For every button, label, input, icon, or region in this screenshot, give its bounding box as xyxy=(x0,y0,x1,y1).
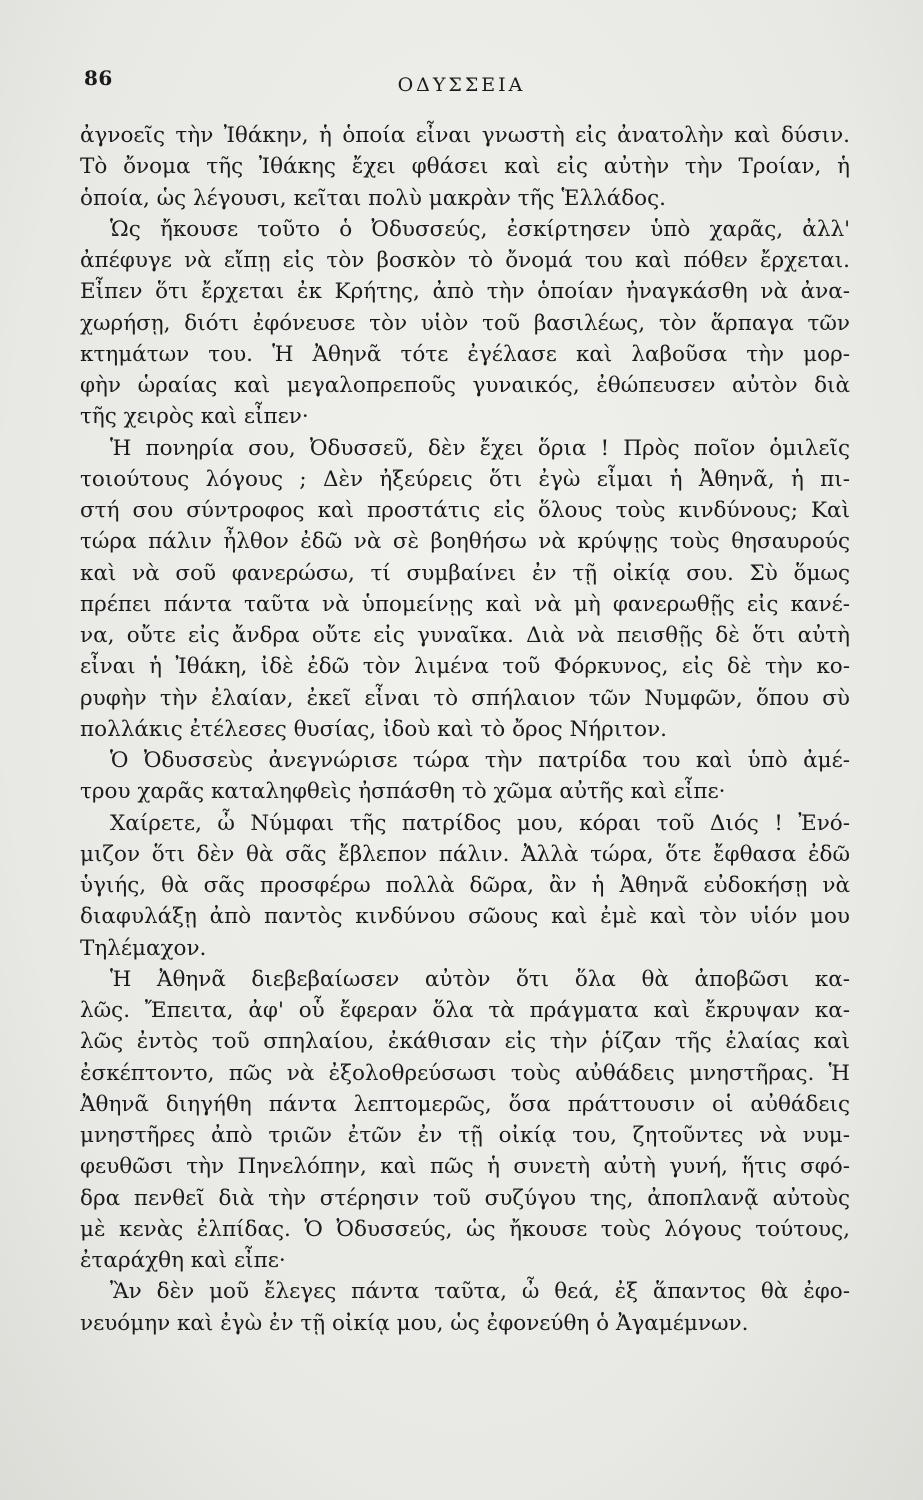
text-line: στή σου σύντροφος καὶ προστάτις εἰς ὅλους τοὺς κινδύνους; Καὶ xyxy=(80,498,850,523)
text-line: Ὡς ἤκουσε τοῦτο ὁ Ὀδυσσεύς, ἐσκίρτησεν ὑπὸ χαρᾶς, ἀλλ' xyxy=(110,216,850,242)
text-line: τοιούτους λόγους ; Δὲν ἠξεύρεις ὅτι ἐγὼ εἶμαι ἡ Ἀθηνᾶ, ἡ πι- xyxy=(80,466,850,492)
text-line: Τὸ ὄνομα τῆς Ἰθάκης ἔχει φθάσει καὶ εἰς αὐτὴν τὴν Τροίαν, ἡ xyxy=(80,154,850,180)
text-line: Ὁ Ὀδυσσεὺς ἀνεγνώρισε τώρα τὴν πατρίδα του καὶ ὑπὸ ἀμέ- xyxy=(110,748,850,773)
text-line: διαφυλάξῃ ἀπὸ παντὸς κινδύνου σῶους καὶ ἐμὲ καὶ τὸν υἱόν μου xyxy=(80,904,850,930)
text-line: νευόμην καὶ ἐγὼ ἐν τῇ οἰκίᾳ μου, ὡς ἐφονεύθη ὁ Ἀγαμέμνων. xyxy=(80,1310,749,1336)
text-line: ἐσκέπτοντο, πῶς νὰ ἐξολοθρεύσωσι τοὺς αὐθάδεις μνηστῆρας. Ἡ xyxy=(80,1060,850,1086)
text-line: Ἡ πονηρία σου, Ὀδυσσεῦ, δὲν ἔχει ὅρια ! Πρὸς ποῖον ὁμιλεῖς xyxy=(110,435,850,461)
text-line: μιζον ὅτι δὲν θὰ σᾶς ἔβλεπον πάλιν. Ἀλλὰ τώρα, ὅτε ἔφθασα ἐδῶ xyxy=(80,841,850,867)
text-line: Εἶπεν ὅτι ἔρχεται ἐκ Κρήτης, ἀπὸ τὴν ὁποίαν ἠναγκάσθη νὰ ἀνα- xyxy=(80,279,850,305)
text-line: Χαίρετε, ὦ Νύμφαι τῆς πατρίδος μου, κόραι τοῦ Διός ! Ἐνό- xyxy=(110,810,850,836)
text-line: εἶναι ἡ Ἰθάκη, ἰδὲ ἐδῶ τὸν λιμένα τοῦ Φόρκυνος, εἰς δὲ τὴν κο- xyxy=(80,654,850,680)
text-line: Ἡ Ἀθηνᾶ διεβεβαίωσεν αὐτὸν ὅτι ὅλα θὰ ἀποβῶσι κα- xyxy=(110,966,850,992)
body-text xyxy=(80,120,850,1339)
text-line: ἐταράχθη καὶ εἶπε· xyxy=(80,1248,286,1273)
text-line: τῆς χειρὸς καὶ εἶπεν· xyxy=(80,404,309,430)
text-line: ἀπέφυγε νὰ εἴπῃ εἰς τὸν βοσκὸν τὸ ὄνομά του καὶ πόθεν ἔρχεται. xyxy=(80,248,850,273)
text-line: Τηλέμαχον. xyxy=(80,935,207,961)
text-line: ὁποία, ὡς λέγουσι, κεῖται πολὺ μακρὰν τῆς Ἑλλάδος. xyxy=(80,185,667,211)
text-line: φευθῶσι τὴν Πηνελόπην, καὶ πῶς ἡ συνετὴ αὐτὴ γυνή, ἥτις σφό- xyxy=(80,1154,850,1180)
text-line: μνηστῆρες ἀπὸ τριῶν ἐτῶν ἐν τῇ οἰκίᾳ του, ζητοῦντες νὰ νυμ- xyxy=(80,1123,850,1148)
text-line: Ἀθηνᾶ διηγήθη πάντα λεπτομερῶς, ὅσα πράττουσιν οἱ αὐθάδεις xyxy=(80,1091,850,1117)
text-line: δρα πενθεῖ διὰ τὴν στέρησιν τοῦ συζύγου της, ἀποπλανᾷ αὐτοὺς xyxy=(80,1185,850,1211)
page-number: 86 xyxy=(84,66,113,90)
text-line: ὑγιής, θὰ σᾶς προσφέρω πολλὰ δῶρα, ἂν ἡ Ἀθηνᾶ εὐδοκήσῃ νὰ xyxy=(80,873,850,898)
text-line: ἀγνοεῖς τὴν Ἰθάκην, ἡ ὁποία εἶναι γνωστὴ εἰς ἀνατολὴν καὶ δύσιν. xyxy=(80,123,850,148)
text-line: καὶ νὰ σοῦ φανερώσω, τί συμβαίνει ἐν τῇ οἰκίᾳ σου. Σὺ ὅμως xyxy=(80,560,850,586)
text-line: λῶς ἐντὸς τοῦ σπηλαίου, ἐκάθισαν εἰς τὴν ῥίζαν τῆς ἐλαίας καὶ xyxy=(80,1029,850,1055)
text-line: πολλάκις ἐτέλεσες θυσίας, ἰδοὺ καὶ τὸ ὄρος Νήριτον. xyxy=(80,716,667,742)
text-line: να, οὔτε εἰς ἄνδρα οὔτε εἰς γυναῖκα. Διὰ νὰ πεισθῇς δὲ ὅτι αὐτὴ xyxy=(80,623,850,648)
text-line: τρου χαρᾶς καταληφθεὶς ἠσπάσθη τὸ χῶμα αὐτῆς καὶ εἶπε· xyxy=(80,779,726,805)
text-line: πρέπει πάντα ταῦτα νὰ ὑπομείνῃς καὶ νὰ μὴ φανερωθῇς εἰς κανέ- xyxy=(80,591,850,617)
text-line: χωρήσῃ, διότι ἐφόνευσε τὸν υἱὸν τοῦ βασιλέως, τὸν ἅρπαγα τῶν xyxy=(80,310,850,336)
running-title: ΟΔΥΣΣΕΙΑ xyxy=(397,74,526,96)
text-line: λῶς. Ἔπειτα, ἀφ' οὗ ἔφεραν ὅλα τὰ πράγματα καὶ ἔκρυψαν κα- xyxy=(80,998,850,1023)
text-line: τώρα πάλιν ἦλθον ἐδῶ νὰ σὲ βοηθήσω νὰ κρύψῃς τοὺς θησαυρούς xyxy=(80,529,850,555)
text-line: φὴν ὡραίας καὶ μεγαλοπρεποῦς γυναικός, ἐθώπευσεν αὐτὸν διὰ xyxy=(80,373,850,398)
text-line: ρυφὴν τὴν ἐλαίαν, ἐκεῖ εἶναι τὸ σπήλαιον τῶν Νυμφῶν, ὅπου σὺ xyxy=(80,685,850,711)
text-line: Ἂν δὲν μοῦ ἔλεγες πάντα ταῦτα, ὦ θεά, ἐξ ἅπαντος θὰ ἐφο- xyxy=(110,1279,850,1305)
text-line: μὲ κενὰς ἐλπίδας. Ὁ Ὀδυσσεύς, ὡς ἤκουσε τοὺς λόγους τούτους, xyxy=(80,1216,850,1242)
text-line: κτημάτων του. Ἡ Ἀθηνᾶ τότε ἐγέλασε καὶ λαβοῦσα τὴν μορ- xyxy=(80,341,850,367)
